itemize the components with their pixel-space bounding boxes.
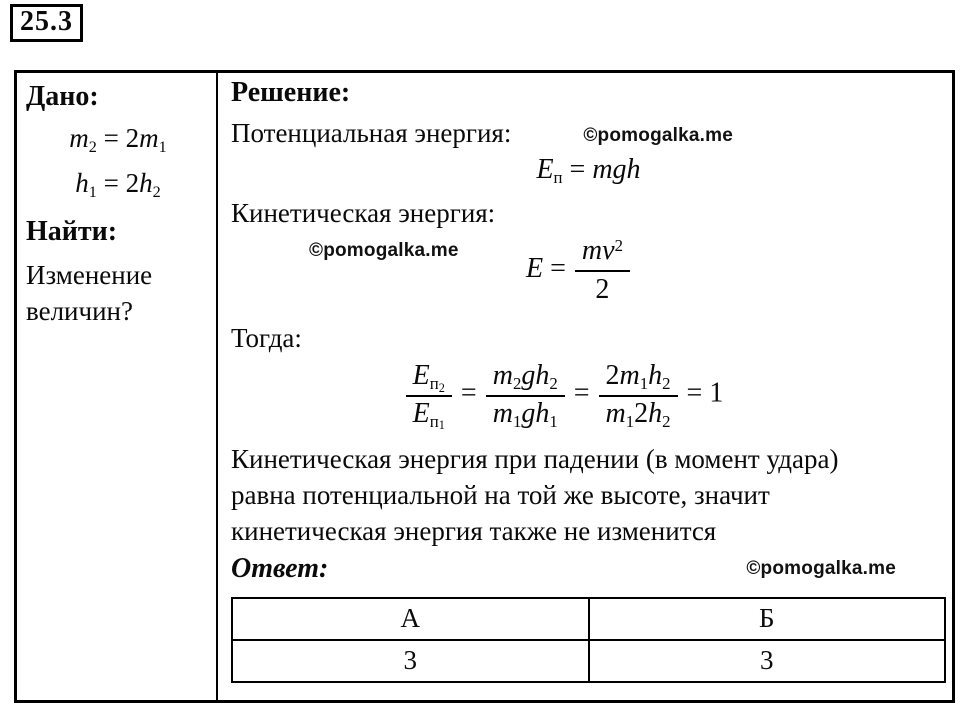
find-text: Изменение величин? bbox=[26, 260, 153, 326]
answer-row bbox=[231, 554, 946, 584]
potential-energy-label: Потенциальная энергия: bbox=[231, 118, 512, 148]
conclusion-text bbox=[231, 441, 946, 549]
answer-value-a: 3 bbox=[232, 640, 589, 682]
problem-number: 25.3 bbox=[10, 4, 83, 42]
solution-frame bbox=[14, 70, 955, 703]
answer-table-value-row bbox=[232, 640, 945, 682]
kinetic-energy-label: Кинетическая энергия: bbox=[231, 198, 496, 228]
answer-label: Ответ: bbox=[231, 552, 329, 584]
conclusion-line-1: Кинетическая энергия при падении (в момент удара) bbox=[231, 443, 839, 474]
solution-panel bbox=[218, 73, 952, 700]
given-equation-2: h1 = 2h2 bbox=[75, 168, 161, 201]
solution-label: Решение: bbox=[231, 77, 351, 108]
potential-energy-row bbox=[231, 118, 946, 149]
given-label: Дано: bbox=[26, 81, 99, 112]
watermark-3: ©pomogalka.me bbox=[746, 557, 896, 579]
table-header-b: Б bbox=[589, 598, 946, 640]
kinetic-energy-formula: E = $\frac{mv^2}{2}$ bbox=[526, 235, 632, 306]
watermark-1: ©pomogalka.me bbox=[583, 125, 733, 146]
find-label: Найти: bbox=[26, 216, 118, 247]
potential-energy-formula: Eп = mgh bbox=[536, 154, 641, 187]
given-equation-1: m2 = 2m1 bbox=[69, 123, 167, 156]
conclusion-line-2: равна потенциальной на той же высоте, значит bbox=[231, 479, 770, 510]
answer-value-b: 3 bbox=[589, 640, 946, 682]
table-header-a: А bbox=[232, 598, 589, 640]
watermark-2: ©pomogalka.me bbox=[309, 240, 459, 261]
then-label: Тогда: bbox=[231, 323, 302, 353]
answer-table-header-row bbox=[232, 598, 945, 640]
given-panel bbox=[17, 73, 218, 700]
kinetic-energy-row bbox=[231, 231, 946, 321]
conclusion-line-3: кинетическая энергия также не изменится bbox=[231, 515, 717, 546]
answer-table bbox=[231, 597, 946, 683]
energy-ratio-equation: $\frac{Eп_2}{Eп_1}$ = $\frac{m2gh2}{m1gh1}$ = $\frac{2m1h2}{m12h2}$ = 1 bbox=[231, 361, 946, 430]
